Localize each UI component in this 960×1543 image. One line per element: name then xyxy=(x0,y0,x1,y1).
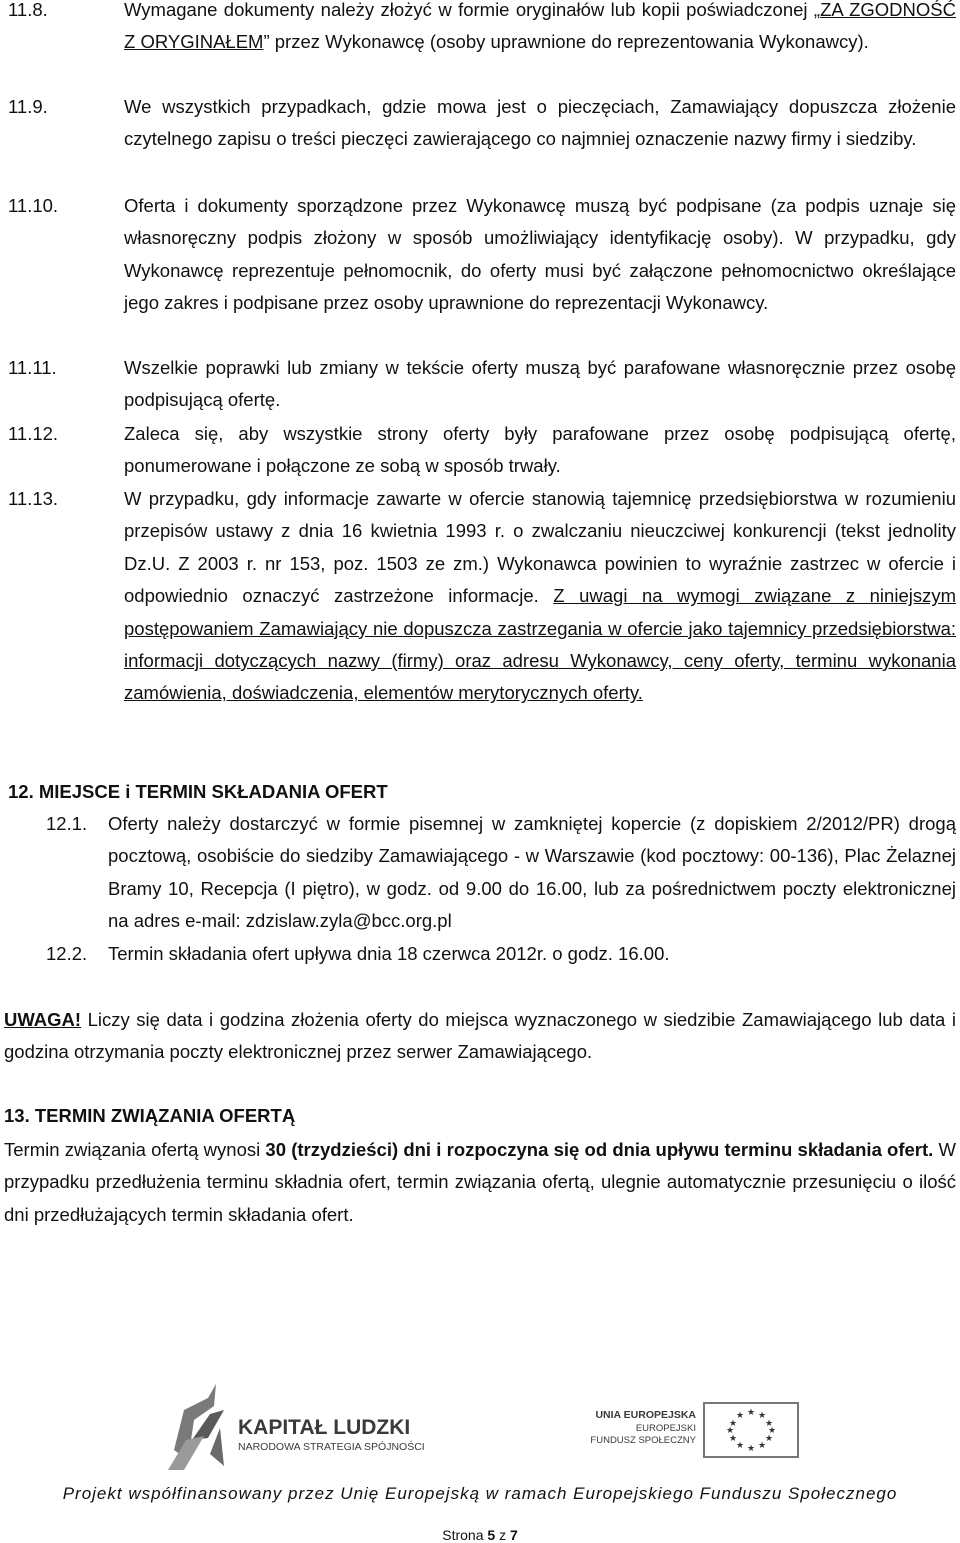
eu-stars-icon xyxy=(726,1408,776,1454)
eu-efs-logo xyxy=(590,1400,805,1460)
svg-text:★: ★ xyxy=(725,1426,735,1436)
svg-text:★: ★ xyxy=(735,1441,745,1451)
item-text: Oferty należy dostarczyć w formie pisemnej w zamkniętej kopercie (z dopiskiem 2/2012/PR) drogą pocztową, osobiście do siedziby Zamawiającego - w Warszawie (kod pocztowy: 00-136), Plac Żelaznej Bramy 10, Recepcja (I piętro), w godz. od 9.00 do 16.00, lub za pośrednictwem poczty elektronicznej na adres e-mail: zdzislaw.zyla@bcc.org.pl xyxy=(108,813,956,932)
section-12-1 xyxy=(46,808,960,938)
section-11-11 xyxy=(8,352,960,417)
section-11-9 xyxy=(8,91,960,156)
funding-note: Projekt współfinansowany przez Unię Europejską w ramach Europejskiego Funduszu Społecznego xyxy=(62,1484,898,1503)
item-text: Termin składania ofert upływa dnia 18 czerwca 2012r. o godz. 16.00. xyxy=(108,943,670,964)
svg-text:★: ★ xyxy=(757,1441,767,1451)
section-12-2 xyxy=(46,938,960,970)
svg-text:★: ★ xyxy=(728,1434,738,1444)
footer-logos xyxy=(0,1380,960,1480)
svg-text:★: ★ xyxy=(746,1444,756,1454)
kapital-ludzki-logo xyxy=(164,1380,464,1470)
item-number: 12.1. xyxy=(46,813,88,834)
item-text: Zaleca się, aby wszystkie strony oferty były parafowane przez osobę podpisującą ofertę, ponumerowane i połączone ze sobą w sposób trwały. xyxy=(124,423,956,477)
kl-title: KAPITAŁ LUDZKI xyxy=(238,1416,411,1439)
svg-text:★: ★ xyxy=(767,1426,777,1436)
item-number: 11.10. xyxy=(8,195,59,216)
underlined-phrase: ZA ZGODNOŚĆ Z ORYGINAŁEM xyxy=(124,0,956,53)
uwaga-label: UWAGA! xyxy=(4,1009,82,1030)
section-11-10 xyxy=(8,190,960,320)
svg-text:★: ★ xyxy=(728,1419,738,1429)
eu-line-1: UNIA EUROPEJSKA xyxy=(595,1409,696,1421)
svg-text:★: ★ xyxy=(757,1411,767,1421)
svg-text:★: ★ xyxy=(764,1434,774,1444)
item-text: W przypadku, gdy informacje zawarte w ofercie stanowią tajemnicę przedsiębiorstwa w rozumieniu przepisów ustawy z dnia 16 kwietnia 1993 r. o zwalczaniu nieuczciwej konkurencji (tekst jednolity Dz.U. Z 2003 r. nr 153, poz. 1503 ze zm.) Wykonawca powinien to wyraźnie zastrzec w ofercie i odpowiednio oznaczyć zastrzeżone informacje. Z uwagi na wymogi związane z niniejszym postępowaniem Zamawiający nie dopuszcza zastrzegania w ofercie jako tajemnicy przedsiębiorstwa: informacji dotyczących nazwy (firmy) oraz adresu Wykonawcy, ceny oferty, terminu wykonania zamówienia, doświadczenia, elementów merytorycznych oferty. xyxy=(124,488,956,704)
eu-line-3: FUNDUSZ SPOŁECZNY xyxy=(590,1435,696,1446)
item-text: Wszelkie poprawki lub zmiany w tekście oferty muszą być parafowane własnoręcznie przez osobę podpisującą ofertę. xyxy=(124,357,956,411)
svg-text:★: ★ xyxy=(764,1419,774,1429)
svg-text:★: ★ xyxy=(735,1411,745,1421)
item-number: 11.13. xyxy=(8,488,59,509)
item-number: 11.11. xyxy=(8,357,57,378)
item-number: 11.8. xyxy=(8,0,48,20)
kl-subtitle: NARODOWA STRATEGIA SPÓJNOŚCI xyxy=(238,1441,425,1453)
section-11-8 xyxy=(8,0,960,59)
underlined-restriction: Z uwagi na wymogi związane z niniejszym postępowaniem Zamawiający nie dopuszcza zastrzegania w ofercie jako tajemnicy przedsiębiorstwa: informacji dotyczących nazwy (firmy) oraz adresu Wykonawcy, ceny oferty, terminu wykonania zamówienia, doświadczenia, elementów merytorycznych oferty. xyxy=(124,585,956,704)
section-13-heading: 13. TERMIN ZWIĄZANIA OFERTĄ xyxy=(4,1105,296,1126)
item-text: We wszystkich przypadkach, gdzie mowa jest o pieczęciach, Zamawiający dopuszcza złożenie czytelnego zapisu o treści pieczęci zawierającego co najmniej oznaczenie nazwy firmy i siedziby. xyxy=(124,96,956,150)
section-11-13 xyxy=(8,483,960,710)
uwaga-note: UWAGA! Liczy się data i godzina złożenia oferty do miejsca wyznaczonego w siedzibie Zamawiającego lub data i godzina otrzymania poczty elektronicznej przez serwer Zamawiającego. xyxy=(4,1009,956,1063)
section-13-text: Termin związania ofertą wynosi 30 (trzydzieści) dni i rozpoczyna się od dnia upływu terminu składania ofert. W przypadku przedłużenia terminu składnia ofert, termin związania ofertą, ulegnie automatycznie przesunięciu o ilość dni przedłużających termin składania ofert. xyxy=(4,1139,956,1225)
section-11-12 xyxy=(8,418,960,483)
item-text: Wymagane dokumenty należy złożyć w formie oryginałów lub kopii poświadczonej „ZA ZGODNOŚĆ Z ORYGINAŁEM” przez Wykonawcę (osoby uprawnione do reprezentowania Wykonawcy). xyxy=(124,0,956,53)
page-number: Strona 5 z 7 xyxy=(442,1527,518,1543)
svg-text:★: ★ xyxy=(746,1408,756,1418)
item-number: 11.12. xyxy=(8,423,59,444)
item-number: 11.9. xyxy=(8,96,48,117)
item-text: Oferta i dokumenty sporządzone przez Wykonawcę muszą być podpisane (za podpis uznaje się własnoręczny podpis złożony w sposób umożliwiający identyfikację osoby). W przypadku, gdy Wykonawcę reprezentuje pełnomocnik, do oferty musi być załączone pełnomocnictwo określające jego zakres i podpisane przez osoby uprawnione do reprezentacji Wykonawcy. xyxy=(124,195,956,314)
section-12-heading: 12. MIEJSCE i TERMIN SKŁADANIA OFERT xyxy=(8,781,388,802)
item-number: 12.2. xyxy=(46,943,88,964)
eu-line-2: EUROPEJSKI xyxy=(635,1423,696,1434)
